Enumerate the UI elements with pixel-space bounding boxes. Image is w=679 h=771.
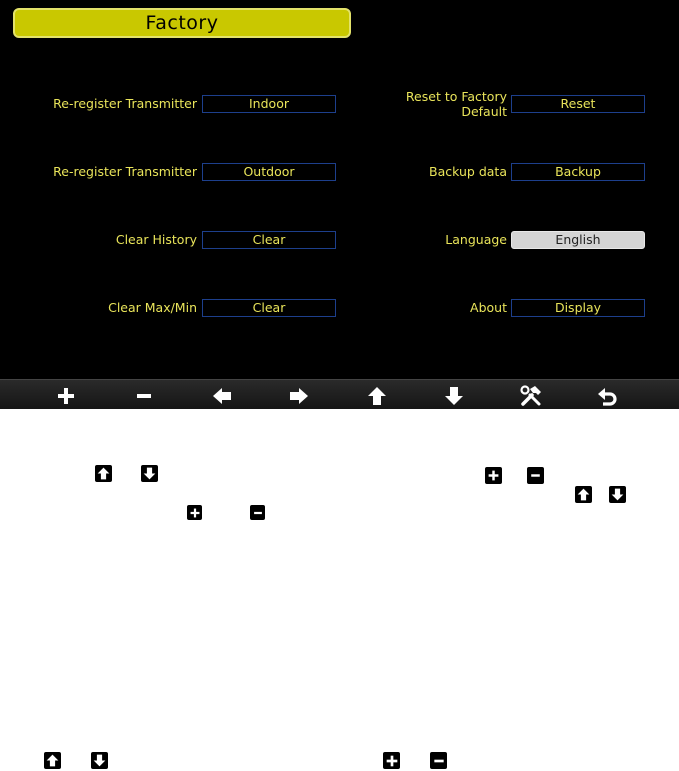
arrow-down-icon [609,486,626,503]
arrow-up-icon [44,752,61,769]
arrow-down-icon [91,752,108,769]
arrow-left-icon[interactable] [207,383,237,409]
plus-icon[interactable] [51,383,81,409]
clear-maxmin-button[interactable]: Clear [202,299,336,317]
plus-icon [383,752,400,769]
tools-icon[interactable] [516,383,546,409]
label-clear-history: Clear History [115,232,197,247]
label-about: About [470,300,507,315]
minus-icon [250,505,265,520]
page-title: Factory [145,12,219,34]
language-select[interactable]: English [511,231,645,249]
backup-button[interactable]: Backup [511,163,645,181]
arrow-up-icon [575,486,592,503]
reset-button[interactable]: Reset [511,95,645,113]
label-reregister-indoor: Re-register Transmitter [53,96,197,111]
minus-icon [527,467,544,484]
label-reregister-outdoor: Re-register Transmitter [53,164,197,179]
arrow-up-icon[interactable] [362,383,392,409]
arrow-right-icon[interactable] [284,383,314,409]
label-backup-data: Backup data [429,164,507,179]
indoor-button[interactable]: Indoor [202,95,336,113]
arrow-down-icon [141,465,158,482]
about-display-button[interactable]: Display [511,299,645,317]
back-icon[interactable] [593,383,623,409]
toolbar [0,379,679,409]
plus-icon [187,505,202,520]
label-reset-factory-default: Reset to Factory Default [405,89,507,119]
minus-icon[interactable] [129,383,159,409]
arrow-up-icon [95,465,112,482]
minus-icon [430,752,447,769]
page-title-bar [13,8,351,38]
clear-history-button[interactable]: Clear [202,231,336,249]
plus-icon [485,467,502,484]
outdoor-button[interactable]: Outdoor [202,163,336,181]
label-clear-maxmin: Clear Max/Min [108,300,197,315]
label-language: Language [445,232,507,247]
arrow-down-icon[interactable] [439,383,469,409]
